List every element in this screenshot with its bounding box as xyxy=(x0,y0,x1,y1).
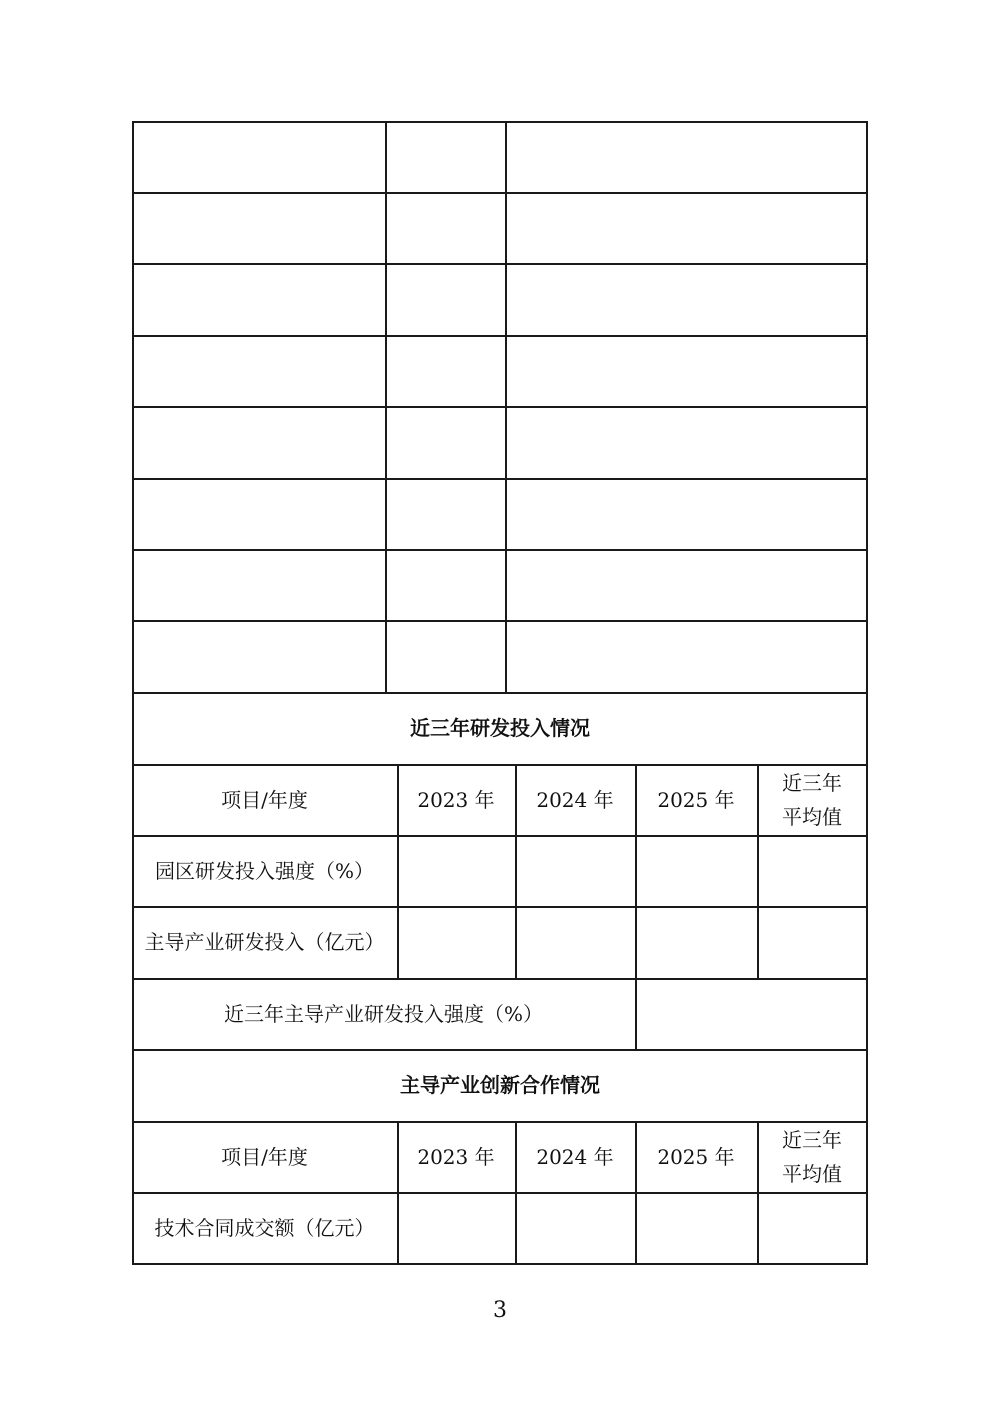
table-col-divider xyxy=(635,764,637,1049)
coop-header-average-line1: 近三年 xyxy=(782,1127,842,1152)
table-border xyxy=(132,1263,868,1265)
page-number: 3 xyxy=(493,1298,507,1323)
coop-section-title: 主导产业创新合作情况 xyxy=(400,1073,600,1097)
table-col-divider xyxy=(635,1121,637,1263)
coop-header-average-line2: 平均值 xyxy=(782,1161,842,1186)
rd-row-label: 主导产业研发投入（亿元） xyxy=(144,930,385,954)
table-col-divider xyxy=(757,764,759,978)
table-row-divider xyxy=(132,478,868,480)
table-row-divider xyxy=(132,406,868,408)
table-col-divider xyxy=(757,1121,759,1263)
rd-header-year-2023: 2023 年 xyxy=(417,787,495,812)
rd-summary-label: 近三年主导产业研发投入强度（%） xyxy=(223,1001,543,1026)
rd-header-year-2024: 2024 年 xyxy=(536,787,614,812)
coop-header-year-2024: 2024 年 xyxy=(536,1144,614,1169)
coop-header-year-2023: 2023 年 xyxy=(417,1144,495,1169)
rd-header-average xyxy=(757,764,867,835)
table-col-divider xyxy=(397,764,399,978)
table-col-divider xyxy=(505,121,507,692)
table-row-divider xyxy=(132,620,868,622)
coop-row-label: 技术合同成交额（亿元） xyxy=(154,1215,375,1240)
table-col-divider xyxy=(385,121,387,692)
rd-row-label: 园区研发投入强度（%） xyxy=(154,858,374,883)
table-row-divider xyxy=(132,549,868,551)
rd-header-average-line2: 平均值 xyxy=(782,804,842,829)
table-col-divider xyxy=(397,1121,399,1263)
table-border xyxy=(132,121,868,123)
rd-header-item: 项目/年度 xyxy=(221,787,308,812)
table-row-divider xyxy=(132,263,868,265)
table-col-divider xyxy=(515,764,517,978)
rd-header-year-2025: 2025 年 xyxy=(657,787,735,812)
rd-section-title: 近三年研发投入情况 xyxy=(410,716,590,740)
coop-header-average xyxy=(757,1121,867,1192)
table-col-divider xyxy=(515,1121,517,1263)
table-row-divider xyxy=(132,335,868,337)
coop-header-item: 项目/年度 xyxy=(221,1144,308,1169)
coop-header-year-2025: 2025 年 xyxy=(657,1144,735,1169)
rd-header-average-line1: 近三年 xyxy=(782,770,842,795)
table-row-divider xyxy=(132,192,868,194)
